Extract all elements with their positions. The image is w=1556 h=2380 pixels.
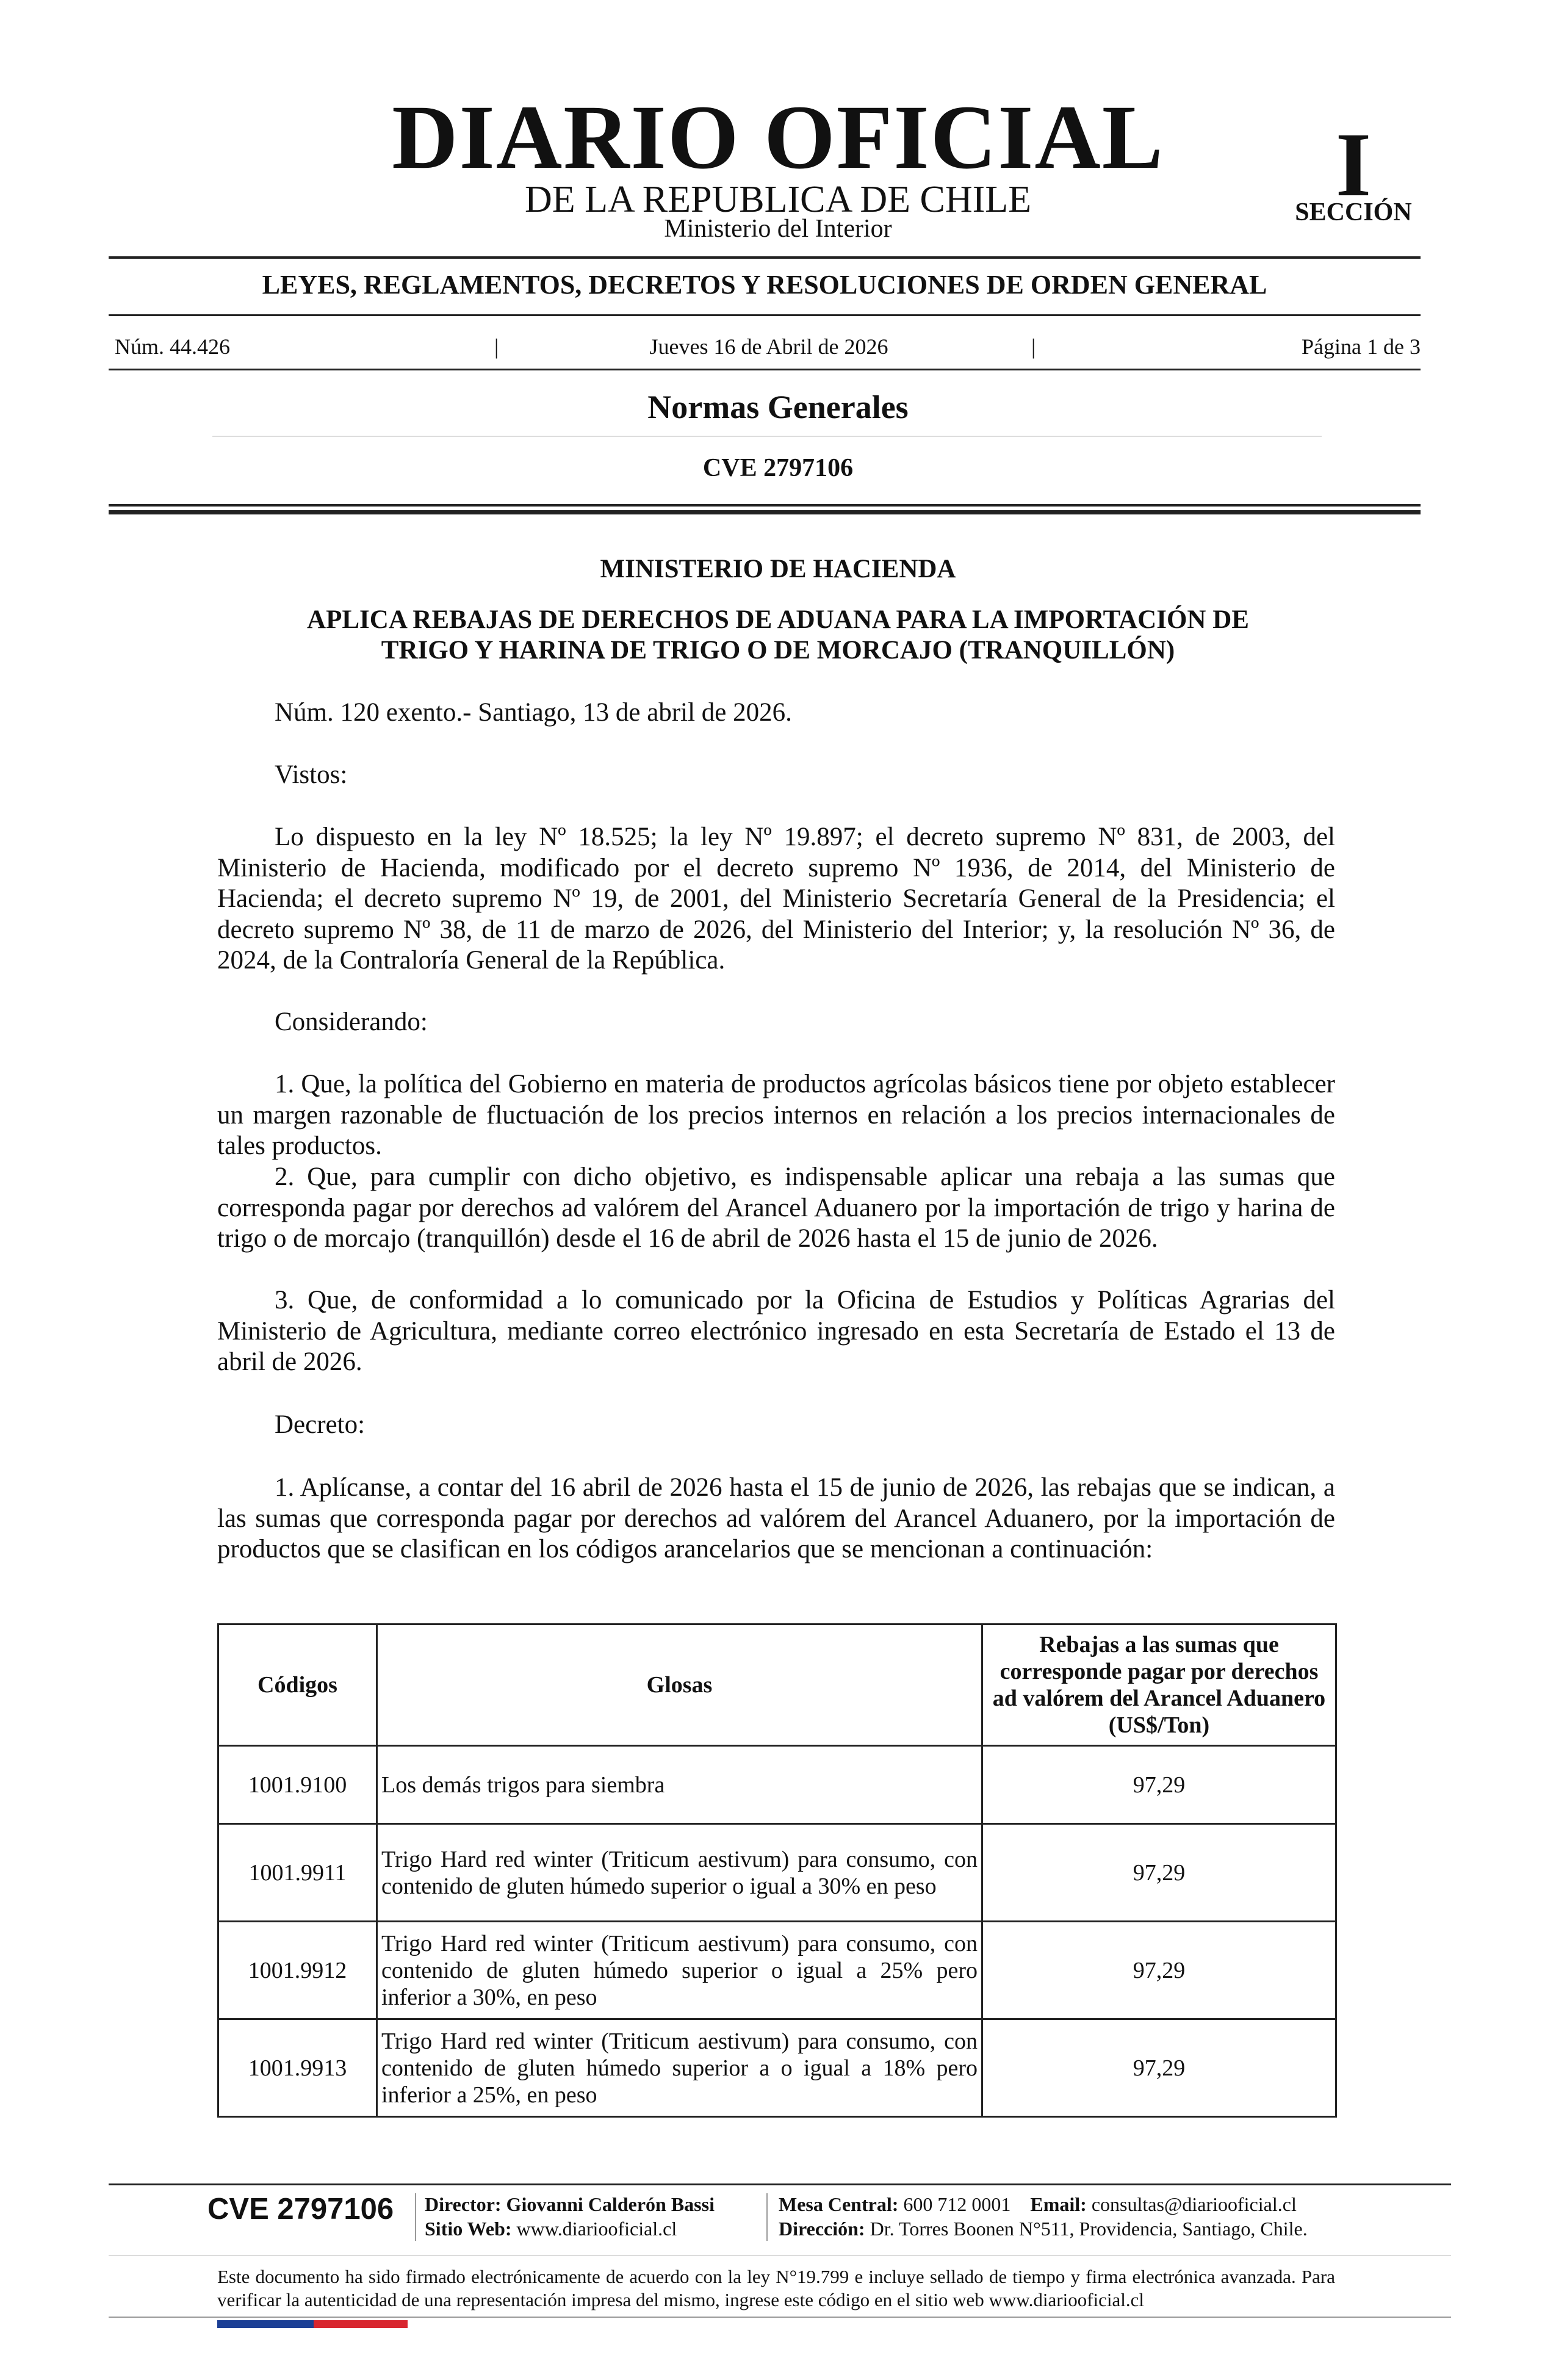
table-row (218, 2019, 1336, 2117)
issue-rule (109, 369, 1421, 370)
column-header-rebates: Rebajas a las sumas que corresponde pagar por derechos ad valórem del Arancel Aduanero (US$/Ton) (982, 1625, 1336, 1746)
tariff-gloss: Trigo Hard red winter (Triticum aestivum) para consumo, con contenido de gluten húmedo superior o igual a 30% en peso (377, 1824, 982, 1922)
ministry-heading: MINISTERIO DE HACIENDA (600, 555, 956, 583)
issue-separator: | (494, 334, 499, 359)
column-header-codes: Códigos (218, 1625, 377, 1746)
header-double-rule-top (109, 504, 1421, 507)
tariff-gloss: Trigo Hard red winter (Triticum aestivum) para consumo, con contenido de gluten húmedo superior o igual a 25% pero inferior a 30%, en peso (377, 1922, 982, 2019)
footer-separator (766, 2193, 768, 2241)
email-link[interactable]: consultas@diariooficial.cl (1091, 2193, 1297, 2215)
tariff-table (217, 1623, 1337, 2118)
header-double-rule-bottom (109, 510, 1421, 514)
issue-number: Núm. 44.426 (115, 334, 230, 359)
footer-director: Director: Giovanni Calderón Bassi (425, 2193, 715, 2215)
document-title-line1: APLICA REBAJAS DE DERECHOS DE ADUANA PARA LA IMPORTACIÓN DE (307, 605, 1249, 634)
rebate-value: 97,29 (982, 1824, 1336, 1922)
footer-cve-code: CVE 2797106 (207, 2193, 394, 2226)
vistos-paragraph: Lo dispuesto en la ley Nº 18.525; la ley Nº 19.897; el decreto supremo Nº 831, de 2003, del Ministerio de Hacienda, modificado por el decreto supremo Nº 1936, de 2014, del Ministerio de Hacienda; el decreto supremo Nº 19, de 2001, del Ministerio Secretaría General de la Presidencia; el decreto supremo Nº 38, de 11 de marzo de 2026, del Ministerio del Interior; y, la resolución Nº 36, de 2024, de la Contraloría General de la República. (217, 823, 1335, 975)
category-title: LEYES, REGLAMENTOS, DECRETOS Y RESOLUCIONES DE ORDEN GENERAL (262, 270, 1267, 300)
flag-stripe-blue (217, 2320, 314, 2328)
footer-rule (109, 2183, 1451, 2185)
footer-notice: Este documento ha sido firmado electrónicamente de acuerdo con la ley N°19.799 e incluye sellado de tiempo y firma electrónica avanzada. Para verificar la autenticidad de una representación impresa del mismo, ingrese este código en el sitio web www.diariooficial.cl (217, 2266, 1335, 2310)
tariff-gloss: Los demás trigos para siembra (377, 1746, 982, 1824)
column-header-glosses: Glosas (377, 1625, 982, 1746)
footer-bottom-rule (109, 2317, 1451, 2318)
website-link[interactable]: www.diariooficial.cl (516, 2218, 677, 2240)
category-rule (109, 314, 1421, 316)
document-title-line2: TRIGO Y HARINA DE TRIGO O DE MORCAJO (TRANQUILLÓN) (381, 636, 1175, 665)
table-row (218, 1746, 1336, 1824)
rebate-value: 97,29 (982, 1922, 1336, 2019)
footer-phone-email: Mesa Central: 600 712 0001 Email: consultas@diariooficial.cl (779, 2193, 1297, 2215)
table-row (218, 1824, 1336, 1922)
masthead-rule (109, 256, 1421, 259)
considerando-paragraph-2: 2. Que, para cumplir con dicho objetivo, es indispensable aplicar una rebaja a las sumas que corresponda pagar por derechos ad valórem del Arancel Aduanero por la importación de trigo y harina de trigo o de morcajo (tranquillón) desde el 16 de abril de 2026 hasta el 15 de junio de 2026. (217, 1163, 1335, 1253)
footer-address: Dirección: Dr. Torres Boonen N°511, Providencia, Santiago, Chile. (779, 2218, 1308, 2240)
tariff-code: 1001.9911 (218, 1824, 377, 1922)
footer-website: Sitio Web: www.diariooficial.cl (425, 2218, 677, 2240)
section-divider (212, 436, 1322, 437)
table-header-row (218, 1625, 1336, 1746)
considerando-paragraph-1: 1. Que, la política del Gobierno en materia de productos agrícolas básicos tiene por objeto establecer un margen razonable de fluctuación de los precios internos en relación a los precios internacionales de tales productos. (217, 1070, 1335, 1160)
cve-code: CVE 2797106 (702, 454, 854, 482)
tariff-code: 1001.9913 (218, 2019, 377, 2117)
flag-stripe-red (314, 2320, 408, 2328)
masthead-title: DIARIO OFICIAL (392, 87, 1164, 188)
considerando-label: Considerando: (275, 1008, 428, 1036)
vistos-label: Vistos: (275, 760, 348, 789)
issue-page: Página 1 de 3 (1302, 334, 1421, 359)
issue-separator: | (1031, 334, 1036, 359)
tariff-code: 1001.9912 (218, 1922, 377, 2019)
table-row (218, 1922, 1336, 2019)
decreto-label: Decreto: (275, 1410, 366, 1439)
section-heading: Normas Generales (647, 389, 909, 425)
masthead-subtitle: DE LA REPUBLICA DE CHILE (524, 179, 1032, 220)
section-numeral: I (1335, 114, 1372, 215)
tariff-gloss: Trigo Hard red winter (Triticum aestivum) para consumo, con contenido de gluten húmedo superior a o igual a 18% pero inferior a 25%, en peso (377, 2019, 982, 2117)
masthead-ministry: Ministerio del Interior (664, 215, 892, 243)
decree-reference: Núm. 120 exento.- Santiago, 13 de abril de 2026. (275, 698, 792, 727)
footer-separator (415, 2193, 416, 2241)
issue-date: Jueves 16 de Abril de 2026 (649, 334, 888, 359)
footer-notice-rule (109, 2255, 1451, 2256)
section-label: SECCIÓN (1295, 198, 1412, 226)
rebate-value: 97,29 (982, 2019, 1336, 2117)
considerando-paragraph-3: 3. Que, de conformidad a lo comunicado por la Oficina de Estudios y Políticas Agrarias del Ministerio de Agricultura, mediante correo electrónico ingresado en esta Secretaría de Estado el 13 de abril de 2026. (217, 1286, 1335, 1376)
rebate-value: 97,29 (982, 1746, 1336, 1824)
tariff-code: 1001.9100 (218, 1746, 377, 1824)
decreto-article-1: 1. Aplícanse, a contar del 16 abril de 2026 hasta el 15 de junio de 2026, las rebajas que se indican, a las sumas que corresponda pagar por derechos ad valórem del Arancel Aduanero, por la importación de productos que se clasifican en los códigos arancelarios que se mencionan a continuación: (217, 1473, 1335, 1563)
